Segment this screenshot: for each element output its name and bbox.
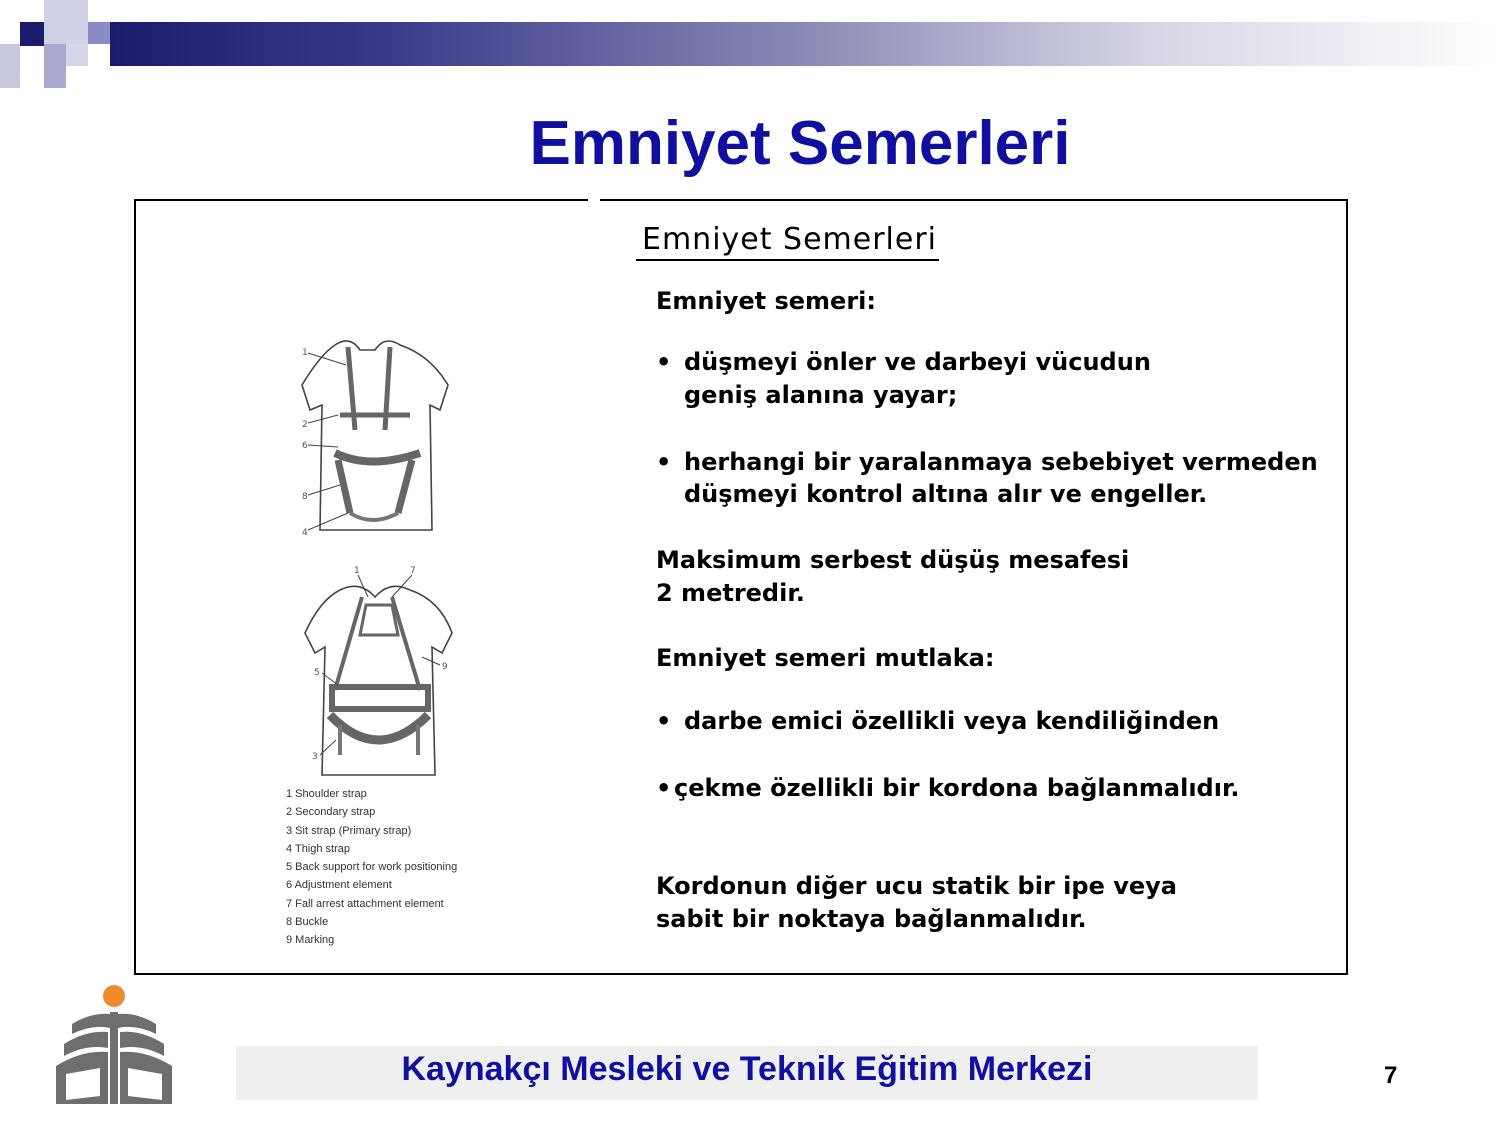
header-square — [0, 44, 20, 88]
intro-label: Emniyet semeri: — [656, 287, 876, 315]
bullet-dot: • — [656, 774, 672, 802]
legend-item: 1 Shoulder strap — [286, 788, 367, 800]
legend-item: 4 Thigh strap — [286, 842, 351, 855]
safety-harness-illustration — [280, 335, 500, 795]
header-gradient-bar — [110, 22, 1500, 66]
legend-item: 5 Back support for work positioning — [286, 861, 458, 874]
inner-title: Emniyet Semerleri — [636, 222, 939, 261]
box-notch — [588, 194, 600, 204]
bullet-text: herhangi bir yaralanmaya sebebiyet vermeden — [684, 448, 1318, 476]
slide-title: Emniyet Semerleri — [529, 109, 1071, 178]
legend-item: 7 Fall arrest attachment element — [286, 897, 444, 910]
svg-text:9: 9 — [442, 662, 448, 672]
header-square — [88, 22, 110, 44]
harness-legend — [286, 785, 457, 950]
svg-text:7: 7 — [410, 566, 416, 576]
max-fall-text: 2 metredir. — [656, 579, 805, 607]
legend-item: 2 Secondary strap — [286, 806, 376, 819]
header-square — [44, 0, 88, 44]
svg-text:3: 3 — [312, 752, 318, 762]
bullet-dot: • — [656, 448, 672, 476]
svg-text:4: 4 — [302, 528, 308, 538]
legend-item: 9 Marking — [286, 934, 335, 947]
svg-text:8: 8 — [302, 492, 308, 502]
svg-text:1: 1 — [354, 566, 360, 576]
page-number: 7 — [1384, 1062, 1398, 1089]
max-fall-text: Maksimum serbest düşüş mesafesi — [656, 546, 1130, 574]
legend-item: 8 Buckle — [286, 916, 329, 929]
header-square — [44, 44, 66, 88]
bullet-text: çekme özellikli bir kordona bağlanmalıdır. — [674, 774, 1240, 802]
svg-text:6: 6 — [302, 441, 308, 451]
svg-text:1: 1 — [302, 348, 308, 358]
closing-text: sabit bir noktaya bağlanmalıdır. — [656, 905, 1087, 933]
bullet-dot: • — [656, 707, 672, 735]
bullet-text-continued: geniş alanına yayar; — [684, 381, 958, 409]
header-square — [20, 22, 44, 46]
svg-text:2: 2 — [302, 420, 308, 430]
legend-item: 6 Adjustment element — [286, 879, 392, 892]
bullet-text: düşmeyi önler ve darbeyi vücudun — [684, 348, 1151, 376]
bullet-text-continued: düşmeyi kontrol altına alır ve engeller. — [684, 480, 1208, 508]
legend-item: 3 Sit strap (Primary strap) — [286, 824, 412, 837]
closing-text: Kordonun diğer ucu statik bir ipe veya — [656, 872, 1177, 900]
footer-institution: Kaynakçı Mesleki ve Teknik Eğitim Merkezi — [401, 1050, 1093, 1088]
header-square — [66, 44, 88, 66]
bullet-dot: • — [656, 348, 672, 376]
bullet-text: darbe emici özellikli veya kendiliğinden — [684, 707, 1220, 735]
svg-text:5: 5 — [314, 668, 320, 678]
institution-logo — [52, 982, 176, 1106]
must-label: Emniyet semeri mutlaka: — [656, 644, 995, 672]
